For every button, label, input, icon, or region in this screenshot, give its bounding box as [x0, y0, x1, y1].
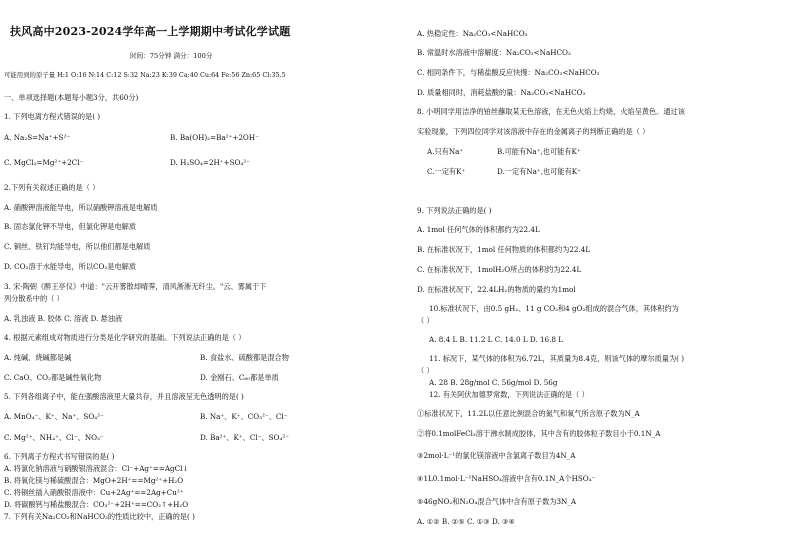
exam-meta: 时间：75分钟 满分：100分 [130, 52, 213, 60]
q1-stem: 1. 下列电离方程式错误的是( ) [4, 112, 101, 121]
q8-option-c: C.一定有K⁺ [427, 167, 466, 176]
q6-stem: 6. 下列离子方程式书写错误的是( ) [4, 452, 115, 461]
q12-item-2: ②将0.1molFeCl₃溶于沸水制成胶体，其中含有的胶体粒子数目小于0.1N_A [417, 429, 661, 438]
q1-option-a: A. Na₂S=Na⁺+S²⁻ [4, 133, 71, 142]
q10-stem-line2: （ ） [417, 316, 434, 325]
exam-title: 扶风高中2023-2024学年高一上学期期中考试化学试题 [10, 25, 291, 38]
q11-stem: 11. 标况下，某气体的体积为6.72L，其质量为8.4克，则该气体的摩尔质量为( ) [429, 354, 685, 363]
atomic-masses: 可能用到的原子量 H:1 O:16 N:14 C:12 S:32 Na:23 K:39 Ca:40 Cu:64 Fe:56 Zn:65 Cl:35.5 [4, 71, 286, 79]
q5-stem: 5. 下列各组离子中，能在强酸溶液里大量共存，并且溶液呈无色透明的是( ) [4, 392, 244, 401]
q7-stem: 7. 下列有关Na₂CO₃和NaHCO₃的性质比较中，正确的是( ) [4, 512, 195, 521]
q9-option-d: D. 在标准状况下，22.4LH₂的物质的量约为1mol [417, 285, 576, 294]
q12-item-3: ③2mol·L⁻¹的氯化镁溶液中含氯离子数目为4N_A [417, 451, 576, 460]
q2-stem: 2.下列有关叙述正确的是（ ） [4, 183, 100, 192]
q6-option-a: A. 将氯化钠溶液与硝酸银溶液混合：Cl⁻+Ag⁺==AgCl↓ [4, 464, 189, 473]
q5-option-b: B. Na⁺、K⁺、CO₃²⁻、Cl⁻ [200, 412, 288, 421]
q1-option-b: B. Ba(OH)₂=Ba²⁺+2OH⁻ [170, 133, 259, 142]
section-heading: 一、单项选择题(本题每小题3分，共60分) [4, 93, 139, 102]
q9-stem: 9. 下列说法正确的是( ) [417, 206, 492, 215]
q8-option-d: D.一定有Na⁺,也可能有K⁺ [497, 167, 581, 176]
q8-stem-line1: 8. 小明同学用洁净的铂丝蘸取某无色溶液，在无色火焰上灼烧，火焰呈黄色。通过该 [417, 107, 685, 116]
q2-option-b: B. 固态氯化钾不导电，但氯化钾是电解质 [4, 222, 137, 231]
q11-options: A. 28 B. 28g/mol C. 56g/mol D. 56g [429, 378, 558, 387]
q3-stem-line2: 列分散系中的（ ） [4, 294, 64, 303]
q12-item-4: ④1L0.1mol·L⁻¹NaHSO₄溶液中含有0.1N_A个HSO₄⁻ [417, 474, 596, 483]
q11-bracket: （ ） [417, 366, 434, 375]
q3-options: A. 乳浊液 B. 胶体 C. 溶液 D. 悬浊液 [4, 314, 123, 323]
q12-item-5: ⑤46gNO₂和N₂O₄混合气体中含有原子数为3N_A [417, 497, 577, 506]
q4-stem: 4. 根据元素组成对物质进行分类是化学研究的基础。下列说法正确的是（ ） [4, 333, 246, 342]
q5-option-c: C. Mg²⁺、NH₄⁺、Cl⁻、NO₃⁻ [4, 433, 104, 442]
q7-option-b: B. 常温时水溶液中溶解度：Na₂CO₃<NaHCO₃ [417, 48, 571, 57]
q7-option-d: D. 质量相同时，消耗盐酸的量：Na₂CO₃<NaHCO₃ [417, 88, 586, 97]
q7-option-a: A. 热稳定性：Na₂CO₃<NaHCO₃ [417, 29, 528, 38]
q1-option-c: C. MgCl₂=Mg²⁺+2Cl⁻ [4, 158, 84, 167]
q4-option-a: A. 纯碱、烧碱都是碱 [4, 353, 72, 362]
q6-option-c: C. 将铜丝插入硝酸银溶液中：Cu+2Ag⁺==2Ag+Cu²⁺ [4, 488, 184, 497]
q2-option-c: C. 铜丝、铁钉均能导电，所以他们都是电解质 [4, 242, 151, 251]
q4-option-d: D. 金刚石、C₆₀都是单质 [200, 373, 279, 382]
q4-option-b: B. 食盐水、硫酸都是混合物 [200, 353, 289, 362]
q7-option-c: C. 相同条件下，与稀盐酸反应快慢：Na₂CO₃<NaHCO₃ [417, 68, 600, 77]
q10-options: A. 8.4 L B. 11.2 L C. 14.0 L D. 16.8 L [429, 335, 564, 344]
q8-option-a: A.只有Na⁺ [427, 147, 464, 156]
q8-option-b: B.可能有Na⁺,也可能有K⁺ [497, 147, 581, 156]
q9-option-a: A. 1mol 任何气体的体积都约为22.4L [417, 225, 540, 234]
q9-option-b: B. 在标准状况下，1mol 任何物质的体积都约为22.4L [417, 245, 591, 254]
q5-option-a: A. MnO₄⁻、K⁺、Na⁺、SO₄²⁻ [4, 412, 104, 421]
q4-option-c: C. CaO、CO₂都是碱性氧化物 [4, 373, 102, 382]
q10-stem-line1: 10.标准状况下，由0.5 gH₂、11 g CO₂和4 gO₂组成的混合气体，其体积约为 [429, 304, 679, 313]
q9-option-c: C. 在标准状况下，1molH₂O所占的体积约为22.4L [417, 265, 582, 274]
q6-option-b: B. 将氧化镁与稀硫酸混合：MgO+2H⁺==Mg²⁺+H₂O [4, 476, 184, 485]
q6-option-d: D. 将碳酸钙与稀盐酸混合：CO₃²⁻+2H⁺==CO₂↑+H₂O [4, 500, 189, 509]
q8-stem-line2: 实验现象，下列四位同学对该溶液中存在的金属离子的判断正确的是（ ） [417, 127, 650, 136]
q5-option-d: D. Ba²⁺、K⁺、Cl⁻、SO₄²⁻ [200, 433, 290, 442]
q12-stem: 12. 有关阿伏加德罗常数，下列说法正确的是（ ） [429, 390, 589, 399]
q2-option-d: D. CO₂溶于水能导电，所以CO₂是电解质 [4, 262, 137, 271]
q12-options: A. ①② B. ②⑤ C. ①③ D. ③④ [417, 517, 515, 526]
q1-option-d: D. H₂SO₄=2H⁺+SO₄²⁻ [170, 158, 250, 167]
q2-option-a: A. 硝酸钾溶液能导电，所以硝酸钾溶液是电解质 [4, 203, 158, 212]
q12-item-1: ①标准状况下，11.2L以任意比例混合的氮气和氧气所含原子数为N_A [417, 409, 640, 418]
q3-stem-line1: 3. 宋·陶弼《醉王亭仪》中道："云开雾散却晴霁，清风淅淅无纤尘。"云、雾属于下 [4, 282, 267, 291]
